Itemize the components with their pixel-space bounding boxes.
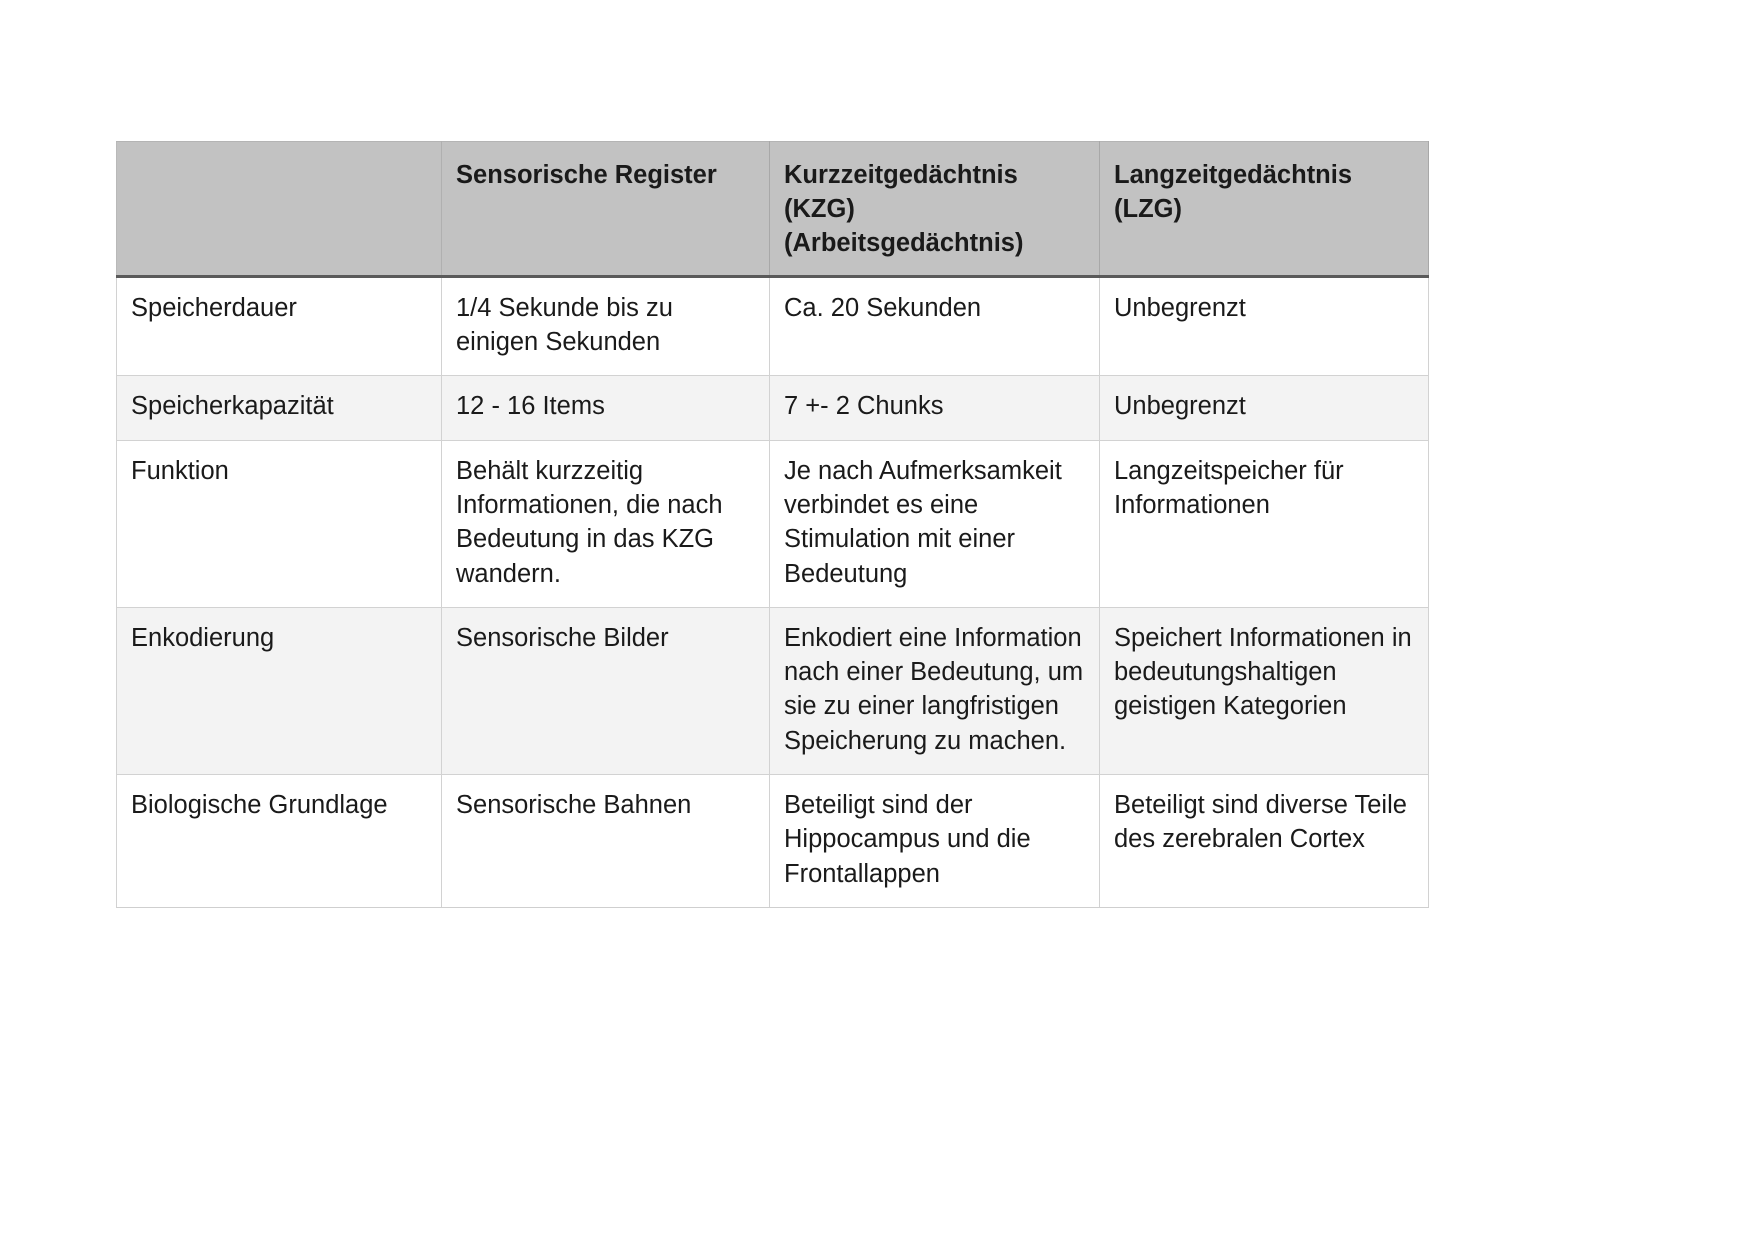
cell-speicherdauer-lzg: Unbegrenzt <box>1100 276 1429 376</box>
column-header-kzg-line-1: Kurzzeitgedächtnis <box>784 161 1018 189</box>
row-label-biologische-grundlage: Biologische Grundlage <box>117 774 442 907</box>
column-header-lzg-line-1: Langzeitgedächtnis <box>1114 161 1353 189</box>
cell-enkodierung-kzg: Enkodiert eine Information nach einer Bedeutung, um sie zu einer langfristigen Speicherung zu machen. <box>770 607 1100 774</box>
table-body <box>117 276 1429 907</box>
table-row <box>117 607 1429 774</box>
column-header-langzeitgedaechtnis <box>1100 142 1429 277</box>
table-row <box>117 276 1429 376</box>
column-header-kurzzeitgedaechtnis <box>770 142 1100 277</box>
cell-speicherdauer-sensorische-register: 1/4 Sekunde bis zu einigen Sekunden <box>442 276 770 376</box>
cell-biologische-grundlage-lzg: Beteiligt sind diverse Teile des zerebralen Cortex <box>1100 774 1429 907</box>
cell-enkodierung-sensorische-register: Sensorische Bilder <box>442 607 770 774</box>
table-header-row <box>117 142 1429 277</box>
row-label-speicherkapazitaet: Speicherkapazität <box>117 376 442 440</box>
column-header-sensorische-register: Sensorische Register <box>442 142 770 277</box>
cell-enkodierung-lzg: Speichert Informationen in bedeutungshaltigen geistigen Kategorien <box>1100 607 1429 774</box>
cell-speicherkapazitaet-sensorische-register: 12 - 16 Items <box>442 376 770 440</box>
cell-funktion-sensorische-register: Behält kurzzeitig Informationen, die nach Bedeutung in das KZG wandern. <box>442 440 770 607</box>
cell-speicherkapazitaet-lzg: Unbegrenzt <box>1100 376 1429 440</box>
cell-biologische-grundlage-sensorische-register: Sensorische Bahnen <box>442 774 770 907</box>
row-label-funktion: Funktion <box>117 440 442 607</box>
memory-comparison-table <box>116 141 1429 908</box>
cell-funktion-lzg: Langzeitspeicher für Informationen <box>1100 440 1429 607</box>
memory-comparison-table-container <box>116 141 1428 908</box>
table-header <box>117 142 1429 277</box>
column-header-kzg-line-2: (KZG) <box>784 194 855 223</box>
cell-speicherdauer-kzg: Ca. 20 Sekunden <box>770 276 1100 376</box>
cell-speicherkapazitaet-kzg: 7 +- 2 Chunks <box>770 376 1100 440</box>
row-label-speicherdauer: Speicherdauer <box>117 276 442 376</box>
row-label-enkodierung: Enkodierung <box>117 607 442 774</box>
table-row <box>117 376 1429 440</box>
cell-funktion-kzg: Je nach Aufmerksamkeit verbindet es eine Stimulation mit einer Bedeutung <box>770 440 1100 607</box>
cell-biologische-grundlage-kzg: Beteiligt sind der Hippocampus und die Frontallappen <box>770 774 1100 907</box>
column-header-kzg-line-3: (Arbeitsgedächtnis) <box>784 228 1024 257</box>
table-row <box>117 774 1429 907</box>
column-header-blank <box>117 142 442 277</box>
table-row <box>117 440 1429 607</box>
column-header-lzg-line-2: (LZG) <box>1114 194 1182 223</box>
